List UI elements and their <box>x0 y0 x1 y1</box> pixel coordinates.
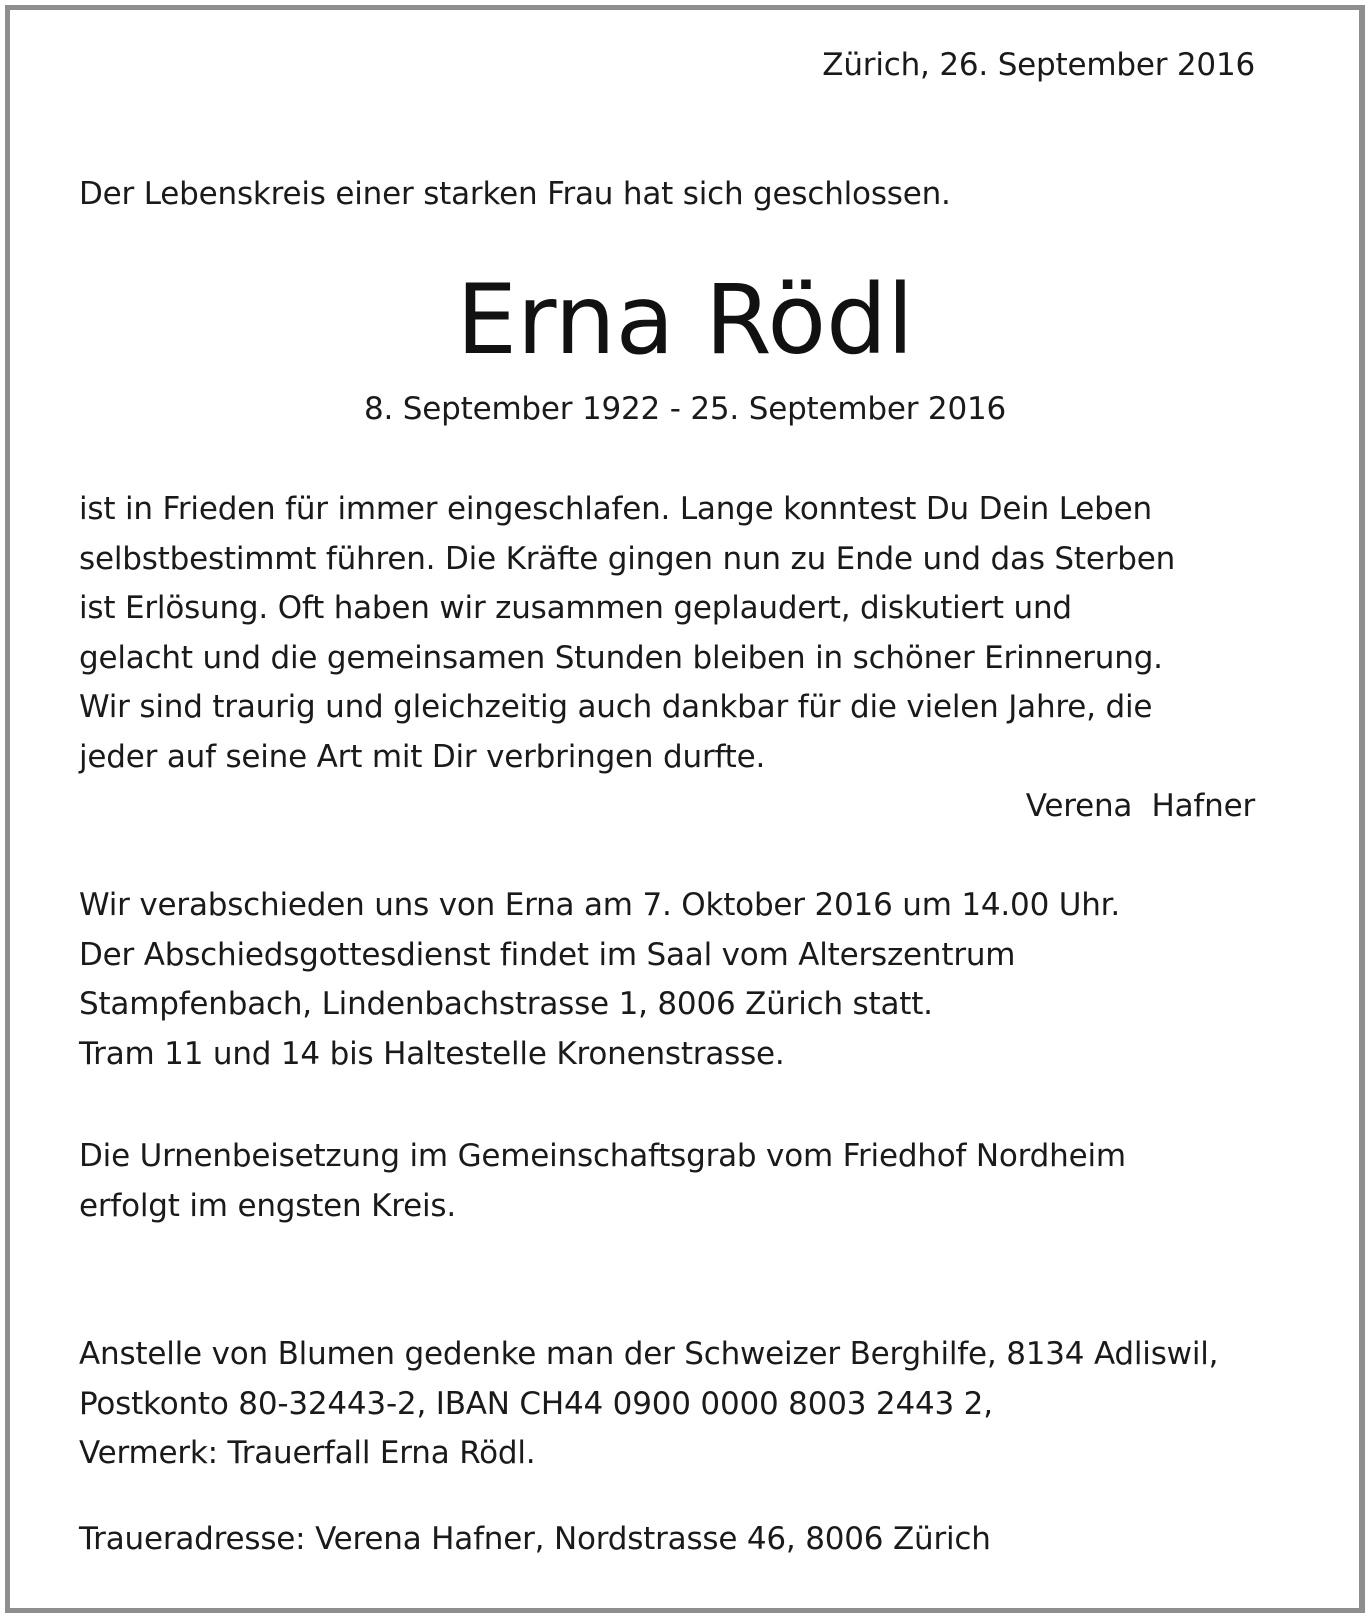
urn-line: erfolgt im engsten Kreis. <box>79 1187 457 1224</box>
donation-line: Postkonto 80-32443-2, IBAN CH44 0900 0000 8003 2443 2, <box>79 1385 993 1422</box>
ceremony-line: Tram 11 und 14 bis Haltestelle Kronenstrasse. <box>79 1035 785 1072</box>
message-line: gelacht und die gemeinsamen Stunden bleiben in schöner Erinnerung. <box>79 639 1163 676</box>
donation-line: Anstelle von Blumen gedenke man der Schweizer Berghilfe, 8134 Adliswil, <box>79 1336 1219 1372</box>
urn-line: Die Urnenbeisetzung im Gemeinschaftsgrab vom Friedhof Nordheim <box>79 1138 1126 1174</box>
ceremony-line: Der Abschiedsgottesdienst findet im Saal vom Alterszentrum <box>79 936 1016 973</box>
message-line: jeder auf seine Art mit Dir verbringen durfte. <box>79 738 766 775</box>
life-dates: 8. September 1922 - 25. September 2016 <box>363 391 1007 427</box>
intro-line: Der Lebenskreis einer starken Frau hat sich geschlossen. <box>79 176 951 212</box>
donation-paragraph <box>79 1330 1218 1479</box>
deceased-name: Erna Rödl <box>456 264 914 376</box>
urn-paragraph <box>79 1132 1126 1231</box>
message-line: selbstbestimmt führen. Die Kräfte gingen nun zu Ende und das Sterben <box>79 540 1176 577</box>
mourning-address: Traueradresse: Verena Hafner, Nordstrasse 46, 8006 Zürich <box>79 1521 991 1557</box>
signature: Verena Hafner <box>1025 788 1255 824</box>
donation-line: Vermerk: Trauerfall Erna Rödl. <box>79 1435 536 1471</box>
ceremony-line: Wir verabschieden uns von Erna am 7. Oktober 2016 um 14.00 Uhr. <box>79 887 1121 923</box>
message-line: ist Erlösung. Oft haben wir zusammen geplaudert, diskutiert und <box>79 590 1072 626</box>
place-date: Zürich, 26. September 2016 <box>822 47 1255 83</box>
ceremony-line: Stampfenbach, Lindenbachstrasse 1, 8006 Zürich statt. <box>79 986 933 1022</box>
ceremony-paragraph <box>79 881 1120 1079</box>
message-line: ist in Frieden für immer eingeschlafen. Lange konntest Du Dein Leben <box>79 491 1152 527</box>
message-line: Wir sind traurig und gleichzeitig auch dankbar für die vielen Jahre, die <box>79 689 1153 725</box>
message-paragraph <box>79 485 1175 782</box>
